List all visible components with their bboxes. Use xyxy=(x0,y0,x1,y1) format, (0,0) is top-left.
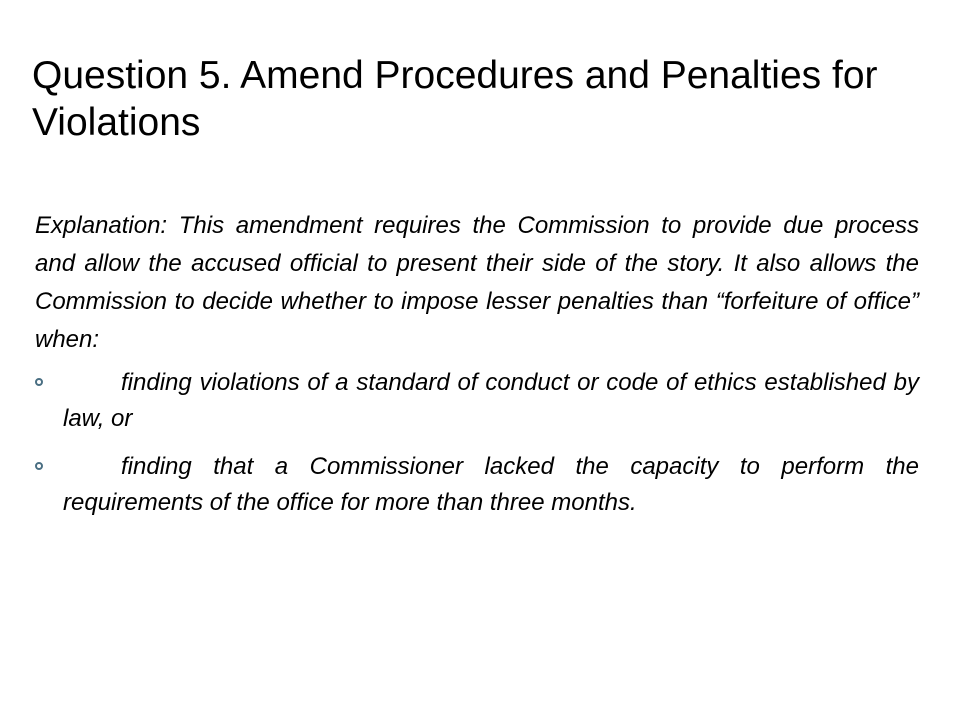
explanation-paragraph: Explanation: This amendment requires the Commission to provide due process and allow the accused official to present their side of the story. It also allows the Commission to decide whether to impose lesser penalties than “forfeiture of office” when: xyxy=(35,212,919,353)
bullet-text: finding that a Commissioner lacked the capacity to perform the requirements of the office for more than three months. xyxy=(63,453,919,516)
bullet-text: finding violations of a standard of conduct or code of ethics established by law, or xyxy=(63,369,919,432)
bullet-list xyxy=(35,365,919,521)
hollow-circle-bullet-icon xyxy=(35,462,43,470)
hollow-circle-bullet-icon xyxy=(35,378,43,386)
list-item xyxy=(35,365,919,437)
list-item xyxy=(35,449,919,521)
slide-body xyxy=(35,207,919,533)
slide-title: Question 5. Amend Procedures and Penalties for Violations xyxy=(32,54,878,144)
